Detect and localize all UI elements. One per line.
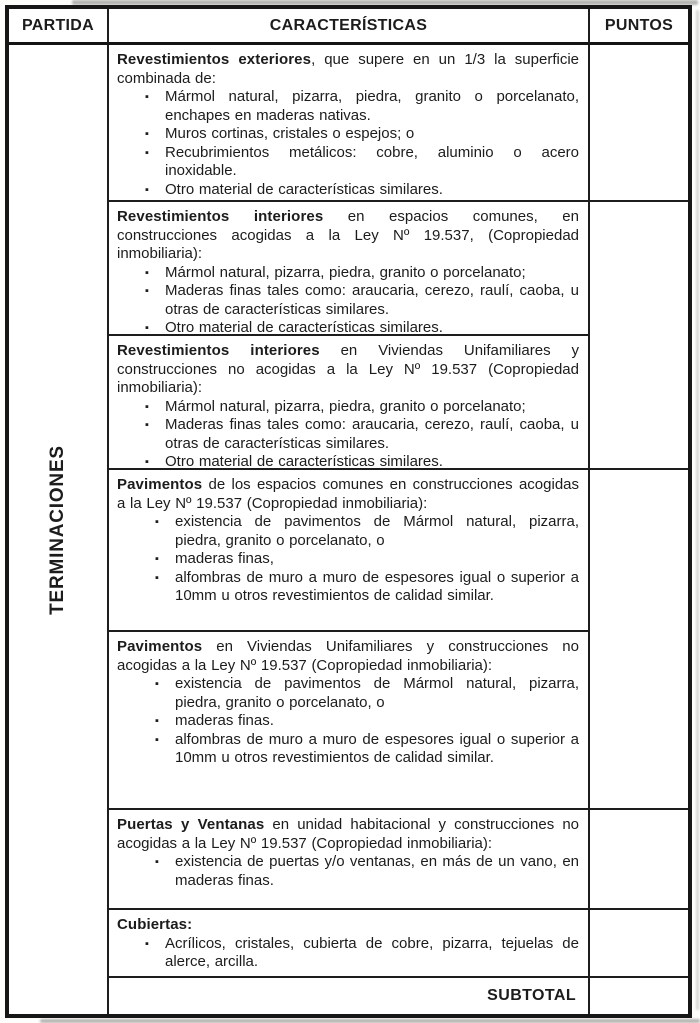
row-revestimientos-interiores-comunes bbox=[109, 202, 590, 336]
bullet-list bbox=[117, 513, 579, 606]
header-caracteristicas: CARACTERÍSTICAS bbox=[109, 9, 590, 45]
bullet-item: ▪ maderas finas, bbox=[151, 550, 579, 569]
row-intro: Pavimentos en Viviendas Unifamiliares y construcciones no acogidas a la Ley Nº 19.537 (Copropiedad inmobiliaria): bbox=[117, 638, 579, 674]
bullet-item: ▪ existencia de pavimentos de Mármol natural, pizarra, piedra, granito o porcelanato, o bbox=[151, 675, 579, 712]
row-intro: Revestimientos exteriores, que supere en un 1/3 la superficie combinada de: bbox=[117, 51, 579, 87]
partida-terminaciones-cell bbox=[9, 45, 109, 1014]
bullet-item: ▪ Maderas finas tales como: araucaria, cerezo, raulí, caoba, u otras de características similares. bbox=[141, 282, 579, 319]
puntos-cell-puertas-ventanas bbox=[590, 810, 688, 910]
bullet-item: ▪ existencia de pavimentos de Mármol natural, pizarra, piedra, granito o porcelanato, o bbox=[151, 513, 579, 550]
bullet-item: ▪ alfombras de muro a muro de espesores igual o superior a 10mm u otros revestimientos de calidad similar. bbox=[151, 569, 579, 606]
puntos-cell-revestimientos-exteriores bbox=[590, 45, 688, 202]
bullet-list bbox=[117, 675, 579, 768]
subtotal-puntos-cell bbox=[590, 978, 688, 1014]
row-revestimientos-interiores-unifamiliares bbox=[109, 336, 590, 470]
row-revestimientos-exteriores bbox=[109, 45, 590, 202]
bullet-item: ▪ Muros cortinas, cristales o espejos; o bbox=[141, 125, 579, 144]
bullet-item: ▪ Mármol natural, pizarra, piedra, granito o porcelanato, enchapes en maderas nativas. bbox=[141, 88, 579, 125]
bullet-item: ▪ Mármol natural, pizarra, piedra, granito o porcelanato; bbox=[141, 264, 579, 283]
bullet-list bbox=[117, 264, 579, 337]
puntos-cell-pavimentos bbox=[590, 470, 688, 810]
row-pavimentos-comunes bbox=[109, 470, 590, 632]
bullet-list bbox=[117, 88, 579, 199]
terminaciones-label: TERMINACIONES bbox=[47, 444, 69, 615]
row-pavimentos-unifamiliares bbox=[109, 632, 590, 810]
bullet-item: ▪ Mármol natural, pizarra, piedra, granito o porcelanato; bbox=[141, 398, 579, 417]
row-puertas-ventanas bbox=[109, 810, 590, 910]
bullet-item: ▪ alfombras de muro a muro de espesores igual o superior a 10mm u otros revestimientos de calidad similar. bbox=[151, 731, 579, 768]
row-intro: Cubiertas: bbox=[117, 916, 193, 933]
bullet-list bbox=[117, 853, 579, 890]
bullet-item: ▪ Recubrimientos metálicos: cobre, aluminio o acero inoxidable. bbox=[141, 144, 579, 181]
scan-artifact-right bbox=[696, 10, 699, 1010]
row-intro: Revestimientos interiores en espacios comunes, en construcciones acogidas a la Ley Nº 19.537, (Copropiedad inmobiliaria): bbox=[117, 208, 579, 262]
bullet-item: ▪ Otro material de características similares. bbox=[141, 319, 579, 336]
bullet-item: ▪ Acrílicos, cristales, cubierta de cobre, pizarra, tejuelas de alerce, arcilla. bbox=[141, 935, 579, 972]
row-intro: Pavimentos de los espacios comunes en construcciones acogidas a la Ley Nº 19.537 (Copropiedad inmobiliaria): bbox=[117, 476, 579, 512]
bullet-item: ▪ existencia de puertas y/o ventanas, en más de un vano, en maderas finas. bbox=[151, 853, 579, 890]
scoring-table bbox=[5, 5, 692, 1018]
bullet-list bbox=[117, 935, 579, 972]
header-puntos: PUNTOS bbox=[590, 9, 688, 45]
row-intro: Revestimientos interiores en Viviendas Unifamiliares y construcciones no acogidas a la Ley Nº 19.537 (Copropiedad inmobiliaria): bbox=[117, 342, 579, 396]
subtotal-label-cell: SUBTOTAL bbox=[109, 978, 590, 1014]
bullet-item: ▪ Otro material de características similares. bbox=[141, 453, 579, 470]
puntos-cell-cubiertas bbox=[590, 910, 688, 978]
row-cubiertas bbox=[109, 910, 590, 978]
bullet-item: ▪ maderas finas. bbox=[151, 712, 579, 731]
bullet-item: ▪ Otro material de características similares. bbox=[141, 181, 579, 200]
bullet-item: ▪ Maderas finas tales como: araucaria, cerezo, raulí, caoba, u otras de características similares. bbox=[141, 416, 579, 453]
puntos-cell-revestimientos-interiores bbox=[590, 202, 688, 470]
header-partida: PARTIDA bbox=[9, 9, 109, 45]
bullet-list bbox=[117, 398, 579, 471]
scan-artifact-bottom bbox=[40, 1019, 700, 1023]
row-intro: Puertas y Ventanas en unidad habitacional y construcciones no acogidas a la Ley Nº 19.537 (Copropiedad inmobiliaria): bbox=[117, 816, 580, 852]
